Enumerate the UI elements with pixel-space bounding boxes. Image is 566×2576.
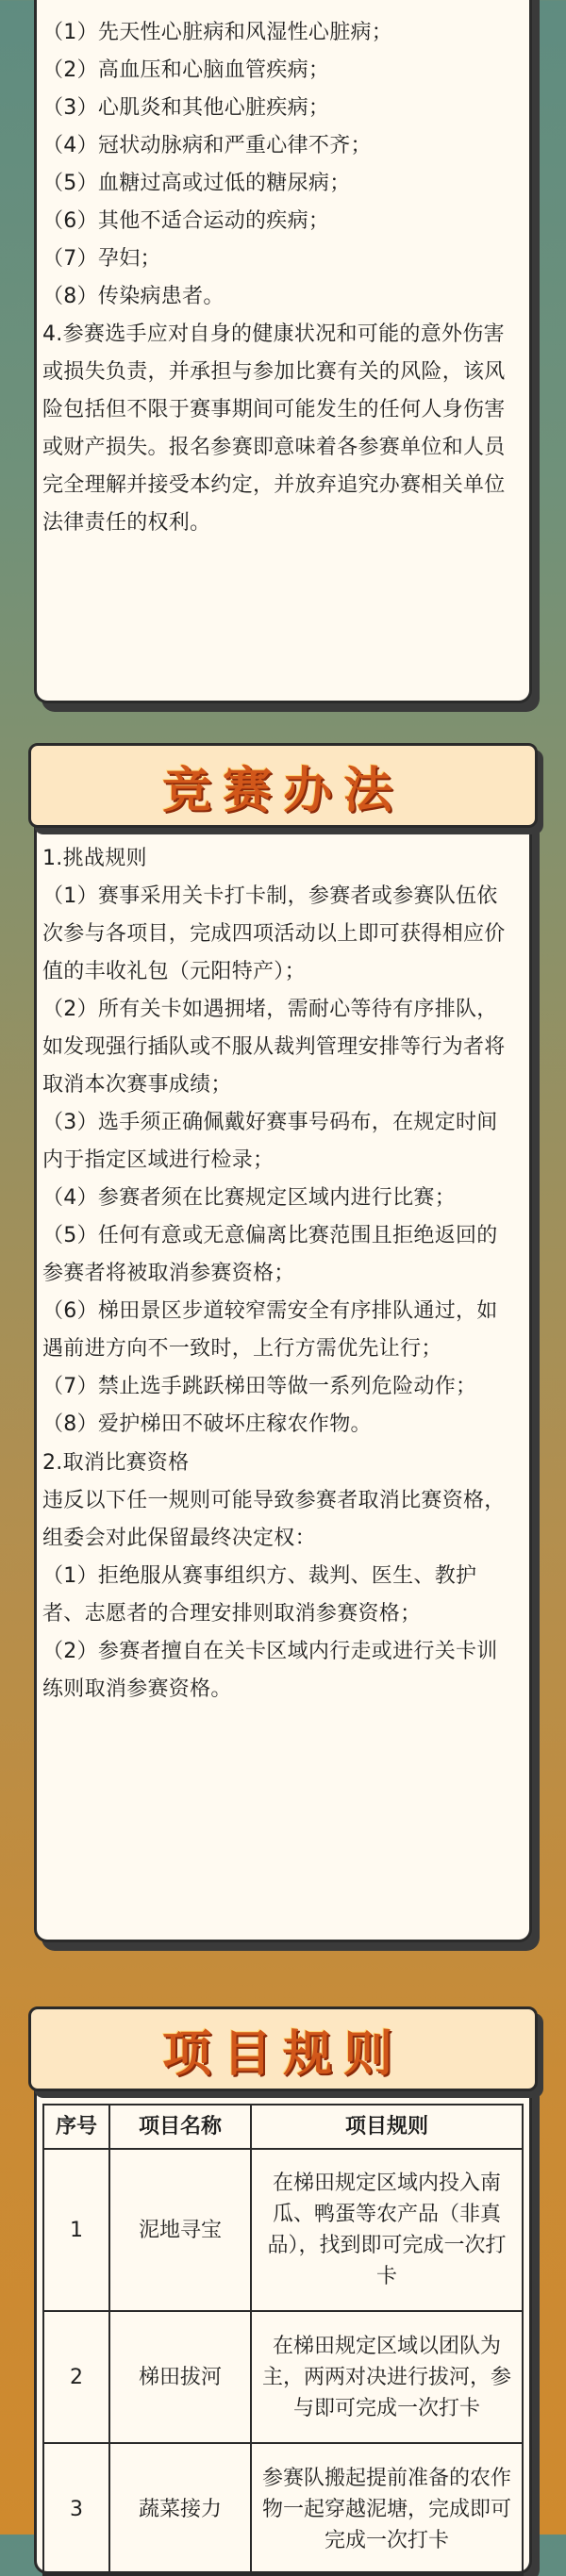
paragraph: （6）梯田景区步道较窄需安全有序排队通过，如遇前进方向不一致时，上行方需优先让行； [42, 1299, 498, 1362]
competition-method-card [34, 783, 532, 1942]
table-row [43, 2311, 523, 2443]
table-header-row [43, 2105, 523, 2149]
paragraph: （4）冠状动脉病和严重心律不齐； [42, 134, 372, 158]
paragraph: （8）传染病患者。 [42, 285, 225, 309]
project-name: 蔬菜接力 [109, 2443, 251, 2575]
project-rule: 参赛队搬起提前准备的农作物一起穿越泥塘，完成即可完成一次打卡 [251, 2443, 523, 2575]
project-rules-card [34, 2046, 532, 2574]
paragraph: （5）任何有意或无意偏离比赛范围且拒绝返回的参赛者将被取消参赛资格； [42, 1224, 498, 1286]
project-rule: 在梯田规定区域以团队为主，两两对决进行拔河，参与即可完成一次打卡 [251, 2311, 523, 2443]
paragraph: （8）爱护梯田不破坏庄稼农作物。 [42, 1412, 372, 1437]
paragraph: （1）拒绝服从赛事组织方、裁判、医生、教护者、志愿者的合理安排则取消参赛资格； [42, 1563, 477, 1626]
header-cell: 项目名称 [109, 2105, 251, 2149]
section-banner-competition-method [28, 743, 538, 828]
header-cell: 序号 [43, 2105, 109, 2149]
paragraph: （7）孕妇； [42, 247, 161, 272]
paragraph: （2）高血压和心脑血管疾病； [42, 58, 330, 83]
paragraph: （2）所有关卡如遇拥堵，需耐心等待有序排队，如发现强行插队或不服从裁判管理安排等行为者将取消本次赛事成绩； [42, 998, 506, 1098]
rules-table-wrap [42, 2104, 524, 2576]
project-rule: 在梯田规定区域内投入南瓜、鸭蛋等农产品（非真品），找到即可完成一次打卡 [251, 2149, 523, 2311]
row-number: 3 [43, 2443, 109, 2575]
paragraph: （4）参赛者须在比赛规定区域内进行比赛； [42, 1186, 456, 1211]
project-name: 梯田拔河 [109, 2311, 251, 2443]
rules-table [42, 2104, 524, 2576]
section-banner-project-rules [28, 2006, 538, 2091]
paragraph: （3）选手须正确佩戴好赛事号码布，在规定时间内于指定区域进行检录； [42, 1111, 498, 1173]
paragraph: （1）先天性心脏病和风湿性心脏病； [42, 21, 393, 44]
paragraph: （6）其他不适合运动的疾病； [42, 209, 330, 234]
paragraph: （2）参赛者擅自在关卡区域内行走或进行关卡训练则取消参赛资格。 [42, 1639, 498, 1701]
header-cell: 项目规则 [251, 2105, 523, 2149]
paragraph: （7）禁止选手跳跃梯田等做一系列危险动作； [42, 1375, 477, 1399]
row-number: 1 [43, 2149, 109, 2311]
paragraph: 4.参赛选手应对自身的健康状况和可能的意外伤害或损失负责，并承担与参加比赛有关的风险，该风险包括但不限于赛事期间可能发生的任何人身伤害或财产损失。报名参赛即意味着各参赛单位和人员完全理解并接受本约定，并放弃追究办赛相关单位法律责任的权利。 [42, 322, 506, 536]
table-row [43, 2149, 523, 2311]
competition-method-text [42, 840, 516, 1709]
health-notice-text [42, 14, 516, 542]
paragraph: 违反以下任一规则可能导致参赛者取消比赛资格，组委会对此保留最终决定权： [42, 1488, 506, 1550]
table-row [43, 2443, 523, 2575]
paragraph: （5）血糖过高或过低的糖尿病； [42, 172, 351, 196]
section-title: 项目规则 [161, 2024, 404, 2083]
project-name: 泥地寻宝 [109, 2149, 251, 2311]
section-title: 竞赛办法 [161, 761, 404, 819]
paragraph: 2.取消比赛资格 [42, 1450, 190, 1475]
paragraph: 1.挑战规则 [42, 847, 147, 870]
health-notice-card [34, 0, 532, 703]
paragraph: （1）赛事采用关卡打卡制，参赛者或参赛队伍依次参与各项目，完成四项活动以上即可获得相应价值的丰收礼包（元阳特产）； [42, 884, 506, 984]
paragraph: （3）心肌炎和其他心脏疾病； [42, 96, 330, 121]
row-number: 2 [43, 2311, 109, 2443]
